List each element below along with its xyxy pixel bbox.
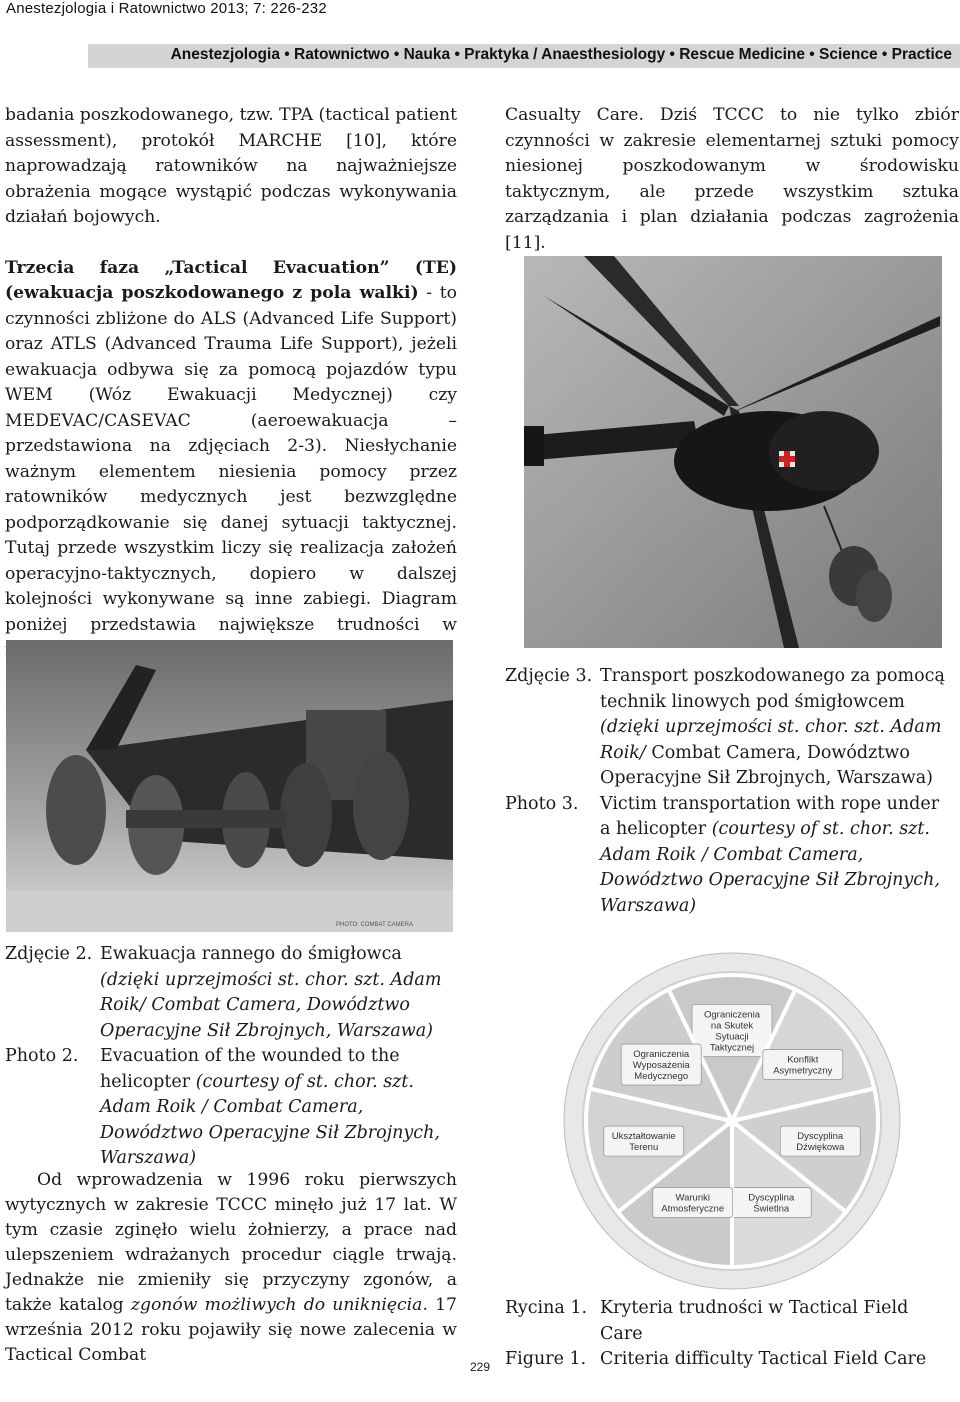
wheel-segment-label: Warunki Atmosferyczne: [661, 1192, 725, 1215]
wheel-segment-label: Ukształtowanie Terenu: [611, 1131, 676, 1154]
left-paragraph-1: badania poszkodowanego, tzw. TPA (tactical patient assessment), protokół MARCHE [10], które naprowadzają ratowników na najważniejsze obrażenia mogące wystąpić podczas wykonywania działań bojowych.: [5, 105, 458, 227]
figure1-caption: [505, 1296, 955, 1373]
photo3-caption-pl-plain: Transport poszkodowanego za pomocą technik linowych pod śmigłowcem: [600, 666, 945, 712]
photo2-caption-en-label: Photo 2.: [5, 1046, 79, 1066]
figure1-caption-en-text: Criteria difficulty Tactical Field Care: [600, 1349, 927, 1369]
wheel-segment-label: Ograniczenia Wyposażenia Medycznego: [632, 1049, 690, 1083]
bottom-left-paragraph: [5, 1168, 457, 1368]
header-banner: [88, 44, 960, 68]
photo3-caption-pl-text: [600, 664, 955, 792]
right-column: [505, 103, 959, 256]
photo2-evacuation: [6, 640, 453, 932]
figure1-caption-pl-label: Rycina 1.: [505, 1298, 588, 1318]
photo2-caption-en-text: [100, 1044, 453, 1172]
photo2-caption-pl-label: Zdjęcie 2.: [5, 944, 93, 964]
wheel-segment-label: Dyscyplina Dźwiękowa: [796, 1131, 845, 1154]
page-number: 229: [470, 1360, 491, 1374]
third-phase-text: - to czynności zbliżone do ALS (Advanced Life Support) oraz ATLS (Advanced Trauma Life Support), jeżeli ewakuacja odbywa się za pomocą pojazdów typu WEM (Wóz Ewakuacji Medycznej) czy MEDEVAC/CASEVAC (aeroewakuacja – przedstawiona na zdjęciach 2-3). Niesłychanie ważnym elementem niesienia pomocy przez ratowników medycznych jest bezwzględne podporządkowanie się danej sytuacji taktycznej. Tutaj przede wszystkim liczy się realizacja założeń operacyjno-taktycznych, dopiero w dalszej kolejności wykonywane są inne zabiegi. Diagram poniżej przedstawia największe trudności w: [5, 283, 457, 635]
tccc-history-paragraph: [5, 1168, 457, 1368]
photo3-caption-en-plain: Victim transportation with rope under a helicopter: [600, 793, 940, 839]
figure1-diagram: [546, 946, 918, 1296]
header-banner-text: Anestezjologia • Ratownictwo • Nauka • Praktyka / Anaesthesiology • Rescue Medicine • Science • Practice: [170, 46, 952, 63]
photo2-caption-pl-plain: Ewakuacja rannego do śmigłowca: [100, 944, 402, 964]
wheel-segment-label: Konflikt Asymetryczny: [773, 1054, 833, 1077]
photo3-caption-pl-label: Zdjęcie 3.: [505, 666, 593, 686]
journal-reference: Anestezjologia i Ratownictwo 2013; 7: 226-232: [6, 0, 327, 17]
tccc-history-text-2: . 17 września 2012 roku pojawiły się nowe zalecenia w Tactical Combat: [5, 1295, 457, 1365]
photo3-caption-pl-italic: (dzięki uprzejmości st. chor. szt. Adam Roik/: [600, 717, 942, 763]
figure1-caption-pl: [505, 1296, 955, 1347]
third-phase-heading: Trzecia faza „Tactical Evacuation” (TE) (ewakuacja poszkodowanego z pola walki): [5, 257, 457, 303]
photo2-caption-pl-text: [100, 942, 453, 1044]
right-paragraph-1: Casualty Care. Dziś TCCC to nie tylko zbiór czynności w zakresie elementarnej sztuki pomocy niesionej poszkodowanym w środowisku taktycznym, ale przede wszystkim sztuka zarządzania i plan działania podczas zagrożenia [11].: [505, 105, 959, 253]
photo3-caption-en-italic: (courtesy of st. chor. szt. Adam Roik / Combat Camera, Dowództwo Operacyjne Sił Zbrojnych, Warszawa): [600, 819, 940, 916]
left-column: [5, 103, 457, 664]
wheel-segment-label: Dyscyplina Świetlna: [748, 1192, 795, 1215]
photo2-illustration: [6, 640, 453, 932]
photo3-caption-en: [505, 792, 955, 920]
photo3-caption-pl: [505, 664, 955, 792]
photo2-caption: [5, 942, 453, 1172]
photo2-caption-pl: [5, 942, 453, 1044]
photo2-caption-en: [5, 1044, 453, 1172]
photo3-helicopter-rope: [524, 256, 942, 648]
tccc-history-italic: zgonów możliwych do uniknięcia: [130, 1295, 423, 1315]
figure1-caption-en-label: Figure 1.: [505, 1349, 587, 1369]
left-paragraph-2: [5, 256, 457, 664]
photo3-illustration: [524, 256, 942, 648]
photo2-credit: PHOTO: COMBAT CAMERA: [335, 922, 413, 928]
wheel-segment-label: Ograniczenia na Skutek Sytuacji Taktycznej: [704, 1009, 760, 1054]
tccc-history-text-1: Od wprowadzenia w 1996 roku pierwszych wytycznych w zakresie TCCC minęło już 17 lat. W tym czasie zginęło wielu żołnierzy, a prace nad ulepszeniem wdrażanych procedur ciągle trwają. Jednakże nie zmieniły się przyczyny zgonów, a także katalog: [5, 1170, 457, 1315]
photo3-caption-en-text: [600, 792, 955, 920]
photo2-caption-en-plain: Evacuation of the wounded to the helicopter: [100, 1046, 400, 1092]
photo3-caption-en-label: Photo 3.: [505, 793, 579, 814]
figure1-wheel: [546, 946, 918, 1296]
photo2-caption-en-italic: (courtesy of st. chor. szt. Adam Roik / Combat Camera, Dowództwo Operacyjne Sił Zbrojnych, Warszawa): [100, 1071, 440, 1168]
photo3-caption: [505, 664, 955, 919]
photo2-caption-pl-italic: (dzięki uprzejmości st. chor. szt. Adam Roik/ Combat Camera, Dowództwo Operacyjne Sił Zbrojnych, Warszawa): [100, 969, 442, 1041]
photo3-caption-pl-plain2: Combat Camera, Dowództwo Operacyjne Sił Zbrojnych, Warszawa): [600, 742, 934, 788]
figure1-caption-en: [505, 1347, 955, 1373]
figure1-caption-pl-text: Kryteria trudności w Tactical Field Care: [600, 1298, 909, 1344]
